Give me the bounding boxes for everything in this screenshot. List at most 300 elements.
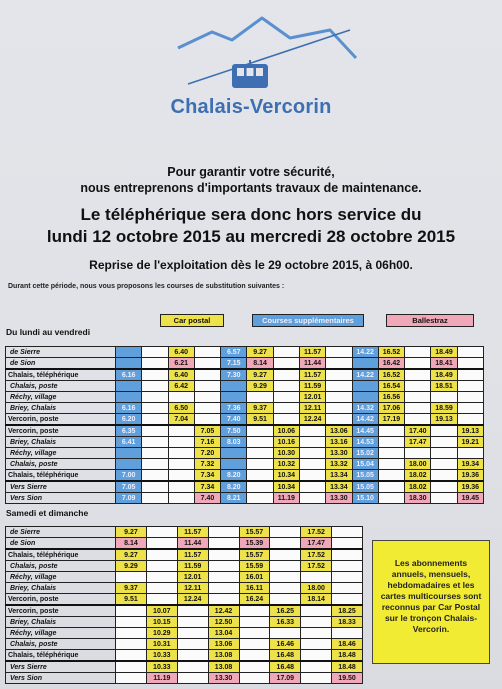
time-cell: 9.27 — [116, 549, 147, 561]
time-cell: 6.20 — [116, 414, 142, 426]
table-row — [6, 583, 363, 594]
time-cell — [270, 628, 301, 639]
time-cell — [273, 392, 299, 403]
time-cell — [273, 381, 299, 392]
time-cell — [405, 358, 431, 370]
time-cell: 6.57 — [221, 347, 247, 358]
time-cell — [177, 628, 208, 639]
time-cell: 6.40 — [168, 369, 194, 381]
time-cell: 19.21 — [457, 437, 483, 448]
time-cell: 14.42 — [352, 414, 378, 426]
time-cell: 10.33 — [146, 650, 177, 662]
time-cell: 6.50 — [168, 403, 194, 414]
time-cell — [352, 392, 378, 403]
table-row — [6, 425, 484, 437]
time-cell: 11.57 — [177, 527, 208, 538]
time-cell: 16.01 — [239, 572, 270, 583]
time-cell: 13.08 — [208, 650, 239, 662]
table-row — [6, 347, 484, 358]
table-row — [6, 493, 484, 504]
time-cell — [457, 369, 483, 381]
table-row — [6, 673, 363, 684]
time-cell — [299, 459, 325, 470]
time-cell: 7.05 — [194, 425, 220, 437]
time-cell — [431, 459, 457, 470]
time-cell: 10.16 — [273, 437, 299, 448]
time-cell — [208, 527, 239, 538]
time-cell: 17.40 — [405, 425, 431, 437]
time-cell — [168, 425, 194, 437]
station-cell: Réchy, village — [6, 392, 116, 403]
time-cell — [301, 605, 332, 617]
time-cell: 7.00 — [116, 470, 142, 482]
table-row — [6, 661, 363, 673]
table-row — [6, 414, 484, 426]
time-cell: 6.41 — [116, 437, 142, 448]
time-cell — [299, 448, 325, 459]
time-cell: 15.57 — [239, 549, 270, 561]
time-cell — [299, 425, 325, 437]
time-cell: 18.59 — [431, 403, 457, 414]
time-cell — [142, 470, 168, 482]
weekend-section-title: Samedi et dimanche — [6, 508, 89, 518]
table-row — [6, 358, 484, 370]
time-cell: 18.14 — [301, 594, 332, 606]
time-cell — [431, 493, 457, 504]
time-cell — [299, 493, 325, 504]
station-cell: Vers Sion — [6, 673, 116, 684]
table-row — [6, 369, 484, 381]
time-cell — [457, 403, 483, 414]
time-cell: 17.47 — [301, 538, 332, 550]
time-cell — [142, 493, 168, 504]
time-cell — [378, 448, 404, 459]
time-cell — [378, 470, 404, 482]
time-cell — [326, 358, 352, 370]
time-cell — [431, 481, 457, 493]
time-cell — [326, 392, 352, 403]
time-cell: 10.32 — [273, 459, 299, 470]
time-cell — [146, 549, 177, 561]
time-cell — [352, 381, 378, 392]
time-cell — [194, 347, 220, 358]
headline-line-2: lundi 12 octobre 2015 au mercredi 28 octobre 2015 — [46, 227, 456, 246]
station-cell: de Sierre — [6, 347, 116, 358]
time-cell: 18.25 — [332, 605, 363, 617]
table-row — [6, 470, 484, 482]
time-cell — [326, 414, 352, 426]
table-row — [6, 639, 363, 650]
station-cell: Chalais, téléphérique — [6, 470, 116, 482]
time-cell — [239, 639, 270, 650]
time-cell: 18.46 — [332, 639, 363, 650]
time-cell — [221, 381, 247, 392]
time-cell: 10.34 — [273, 481, 299, 493]
time-cell — [405, 414, 431, 426]
time-cell: 15.05 — [352, 481, 378, 493]
time-cell — [177, 650, 208, 662]
time-cell: 17.19 — [378, 414, 404, 426]
station-cell: Chalais, poste — [6, 381, 116, 392]
time-cell: 12.01 — [177, 572, 208, 583]
time-cell — [116, 392, 142, 403]
time-cell: 19.45 — [457, 493, 483, 504]
table-row — [6, 650, 363, 662]
time-cell — [332, 583, 363, 594]
time-cell: 19.13 — [457, 425, 483, 437]
time-cell: 6.16 — [116, 369, 142, 381]
time-cell — [405, 347, 431, 358]
time-cell: 7.34 — [194, 470, 220, 482]
time-cell — [301, 661, 332, 673]
time-cell: 7.40 — [194, 493, 220, 504]
station-cell: Vers Sion — [6, 493, 116, 504]
time-cell — [208, 572, 239, 583]
time-cell: 9.29 — [247, 381, 273, 392]
time-cell: 13.06 — [208, 639, 239, 650]
table-row — [6, 392, 484, 403]
time-cell: 16.33 — [270, 617, 301, 628]
time-cell: 16.25 — [270, 605, 301, 617]
time-cell — [273, 347, 299, 358]
time-cell — [194, 414, 220, 426]
time-cell — [273, 369, 299, 381]
time-cell: 6.40 — [168, 347, 194, 358]
time-cell: 17.47 — [405, 437, 431, 448]
time-cell: 19.50 — [332, 673, 363, 684]
time-cell: 16.52 — [378, 347, 404, 358]
time-cell: 13.30 — [326, 493, 352, 504]
time-cell: 14.53 — [352, 437, 378, 448]
time-cell: 19.13 — [431, 414, 457, 426]
time-cell: 9.27 — [116, 527, 147, 538]
time-cell: 11.44 — [177, 538, 208, 550]
time-cell: 15.05 — [352, 470, 378, 482]
time-cell: 11.59 — [177, 561, 208, 572]
time-cell: 17.52 — [301, 527, 332, 538]
time-cell: 17.09 — [270, 673, 301, 684]
time-cell — [270, 561, 301, 572]
weekend-timetable — [5, 526, 363, 684]
time-cell: 15.39 — [239, 538, 270, 550]
time-cell: 18.49 — [431, 347, 457, 358]
time-cell: 9.29 — [116, 561, 147, 572]
time-cell — [208, 583, 239, 594]
time-cell: 7.05 — [116, 481, 142, 493]
time-cell — [168, 448, 194, 459]
time-cell — [247, 459, 273, 470]
time-cell: 7.15 — [221, 358, 247, 370]
time-cell — [239, 628, 270, 639]
time-cell: 10.30 — [273, 448, 299, 459]
table-row — [6, 403, 484, 414]
time-cell: 18.48 — [332, 650, 363, 662]
table-row — [6, 481, 484, 493]
time-cell: 12.01 — [299, 392, 325, 403]
time-cell — [431, 425, 457, 437]
station-cell: Vercorin, poste — [6, 594, 116, 606]
time-cell: 7.04 — [168, 414, 194, 426]
time-cell: 14.32 — [352, 403, 378, 414]
time-cell: 12.42 — [208, 605, 239, 617]
time-cell — [247, 481, 273, 493]
station-cell: de Sierre — [6, 527, 116, 538]
time-cell — [247, 470, 273, 482]
time-cell — [146, 572, 177, 583]
time-cell — [177, 605, 208, 617]
time-cell: 11.57 — [177, 549, 208, 561]
time-cell — [116, 639, 147, 650]
table-row — [6, 572, 363, 583]
station-cell: Chalais, téléphérique — [6, 650, 116, 662]
time-cell — [221, 459, 247, 470]
time-cell: 18.00 — [405, 459, 431, 470]
time-cell: 8.14 — [247, 358, 273, 370]
time-cell — [301, 639, 332, 650]
time-cell: 12.11 — [299, 403, 325, 414]
station-cell: Briey, Chalais — [6, 583, 116, 594]
time-cell — [405, 403, 431, 414]
time-cell — [332, 527, 363, 538]
time-cell: 14.45 — [352, 425, 378, 437]
time-cell: 6.35 — [116, 425, 142, 437]
station-cell: Vercorin, poste — [6, 605, 116, 617]
time-cell — [116, 673, 147, 684]
time-cell — [332, 549, 363, 561]
time-cell — [457, 347, 483, 358]
time-cell: 15.59 — [239, 561, 270, 572]
time-cell: 18.48 — [332, 661, 363, 673]
time-cell — [457, 414, 483, 426]
time-cell: 19.34 — [457, 459, 483, 470]
weekday-timetable — [5, 346, 484, 504]
legend-courses-supplementaires: Courses supplémentaires — [252, 314, 364, 327]
time-cell — [116, 358, 142, 370]
time-cell: 19.36 — [457, 470, 483, 482]
time-cell: 13.06 — [326, 425, 352, 437]
time-cell — [146, 527, 177, 538]
time-cell — [116, 381, 142, 392]
station-cell: Briey, Chalais — [6, 403, 116, 414]
time-cell — [168, 437, 194, 448]
station-cell: Vercorin, poste — [6, 414, 116, 426]
time-cell: 9.51 — [247, 414, 273, 426]
time-cell: 11.19 — [146, 673, 177, 684]
time-cell: 7.32 — [194, 459, 220, 470]
time-cell — [332, 628, 363, 639]
time-cell — [378, 459, 404, 470]
time-cell — [142, 381, 168, 392]
time-cell — [247, 392, 273, 403]
time-cell — [301, 572, 332, 583]
table-row — [6, 561, 363, 572]
station-cell: Chalais, téléphérique — [6, 369, 116, 381]
time-cell — [116, 628, 147, 639]
table-row — [6, 594, 363, 606]
time-cell — [142, 369, 168, 381]
time-cell: 16.54 — [378, 381, 404, 392]
time-cell — [299, 481, 325, 493]
legend-ballestraz: Ballestraz — [386, 314, 474, 327]
time-cell — [270, 527, 301, 538]
time-cell: 10.34 — [273, 470, 299, 482]
time-cell — [142, 358, 168, 370]
subscriptions-note: Les abonnements annuels, mensuels, hebdomadaires et les cartes multicourses sont reconnus par Car Postal sur le tronçon Chalais-Vercorin. — [372, 540, 490, 664]
station-cell: Chalais, poste — [6, 639, 116, 650]
time-cell: 11.57 — [299, 369, 325, 381]
station-cell: Réchy, village — [6, 628, 116, 639]
station-cell: Réchy, village — [6, 572, 116, 583]
time-cell: 11.44 — [299, 358, 325, 370]
time-cell: 14.22 — [352, 369, 378, 381]
time-cell — [270, 549, 301, 561]
time-cell — [431, 437, 457, 448]
time-cell — [247, 425, 273, 437]
time-cell — [142, 459, 168, 470]
table-row — [6, 459, 484, 470]
time-cell — [270, 583, 301, 594]
time-cell: 8.20 — [221, 470, 247, 482]
station-cell: Chalais, téléphérique — [6, 549, 116, 561]
weekday-section-title: Du lundi au vendredi — [6, 327, 91, 337]
time-cell — [299, 437, 325, 448]
time-cell — [326, 369, 352, 381]
time-cell — [270, 538, 301, 550]
time-cell: 16.56 — [378, 392, 404, 403]
time-cell — [301, 617, 332, 628]
time-cell — [142, 481, 168, 493]
table-row — [6, 538, 363, 550]
table-row — [6, 628, 363, 639]
table-row — [6, 605, 363, 617]
time-cell: 13.04 — [208, 628, 239, 639]
time-cell: 9.37 — [247, 403, 273, 414]
time-cell: 15.04 — [352, 459, 378, 470]
time-cell — [208, 594, 239, 606]
table-row — [6, 381, 484, 392]
time-cell — [239, 661, 270, 673]
time-cell — [273, 403, 299, 414]
time-cell — [116, 605, 147, 617]
time-cell — [221, 392, 247, 403]
station-cell: Vers Sierre — [6, 661, 116, 673]
time-cell — [326, 347, 352, 358]
time-cell — [168, 392, 194, 403]
time-cell: 11.59 — [299, 381, 325, 392]
time-cell — [142, 392, 168, 403]
time-cell — [177, 673, 208, 684]
time-cell: 16.48 — [270, 661, 301, 673]
time-cell: 10.33 — [146, 661, 177, 673]
time-cell: 16.11 — [239, 583, 270, 594]
time-cell: 16.46 — [270, 639, 301, 650]
time-cell — [177, 639, 208, 650]
time-cell — [405, 448, 431, 459]
time-cell: 13.08 — [208, 661, 239, 673]
time-cell — [142, 347, 168, 358]
time-cell — [457, 358, 483, 370]
station-cell: Briey, Chalais — [6, 617, 116, 628]
time-cell — [457, 448, 483, 459]
time-cell: 11.57 — [299, 347, 325, 358]
station-cell: Vercorin, poste — [6, 425, 116, 437]
time-cell — [378, 437, 404, 448]
time-cell — [270, 572, 301, 583]
time-cell: 12.11 — [177, 583, 208, 594]
time-cell: 16.42 — [378, 358, 404, 370]
time-cell — [378, 481, 404, 493]
time-cell — [457, 381, 483, 392]
station-cell: Vers Sierre — [6, 481, 116, 493]
time-cell: 7.50 — [221, 425, 247, 437]
time-cell — [301, 673, 332, 684]
time-cell — [221, 448, 247, 459]
time-cell: 12.24 — [177, 594, 208, 606]
reprise-text: Reprise de l'exploitation dès le 29 octobre 2015, à 06h00. — [89, 258, 413, 272]
time-cell — [273, 358, 299, 370]
time-cell: 7.30 — [221, 369, 247, 381]
time-cell: 10.06 — [273, 425, 299, 437]
time-cell — [208, 561, 239, 572]
table-row — [6, 617, 363, 628]
time-cell: 9.27 — [247, 369, 273, 381]
time-cell: 18.33 — [332, 617, 363, 628]
headline-line-1: Le téléphérique sera donc hors service du — [80, 205, 422, 224]
time-cell — [116, 459, 142, 470]
time-cell — [332, 572, 363, 583]
time-cell — [301, 650, 332, 662]
time-cell — [168, 459, 194, 470]
time-cell: 7.34 — [194, 481, 220, 493]
time-cell — [270, 594, 301, 606]
time-cell: 15.02 — [352, 448, 378, 459]
time-cell: 15.57 — [239, 527, 270, 538]
time-cell — [116, 572, 147, 583]
time-cell: 14.22 — [352, 347, 378, 358]
time-cell — [208, 549, 239, 561]
time-cell — [194, 369, 220, 381]
time-cell — [332, 561, 363, 572]
time-cell — [326, 381, 352, 392]
time-cell — [431, 448, 457, 459]
time-cell — [247, 493, 273, 504]
time-cell — [168, 481, 194, 493]
time-cell — [405, 392, 431, 403]
table-row — [6, 527, 363, 538]
time-cell: 17.52 — [301, 561, 332, 572]
time-cell: 12.24 — [299, 414, 325, 426]
table-row — [6, 549, 363, 561]
time-cell: 13.34 — [326, 481, 352, 493]
time-cell — [142, 448, 168, 459]
time-cell: 7.09 — [116, 493, 142, 504]
time-cell — [142, 425, 168, 437]
time-cell — [332, 538, 363, 550]
time-cell: 10.15 — [146, 617, 177, 628]
time-cell: 18.00 — [301, 583, 332, 594]
time-cell — [142, 437, 168, 448]
time-cell — [177, 661, 208, 673]
time-cell: 10.29 — [146, 628, 177, 639]
time-cell — [146, 538, 177, 550]
time-cell — [378, 493, 404, 504]
time-cell: 17.52 — [301, 549, 332, 561]
time-cell: 15.10 — [352, 493, 378, 504]
time-cell: 9.27 — [247, 347, 273, 358]
time-cell — [239, 617, 270, 628]
time-cell — [116, 448, 142, 459]
station-cell: Briey, Chalais — [6, 437, 116, 448]
